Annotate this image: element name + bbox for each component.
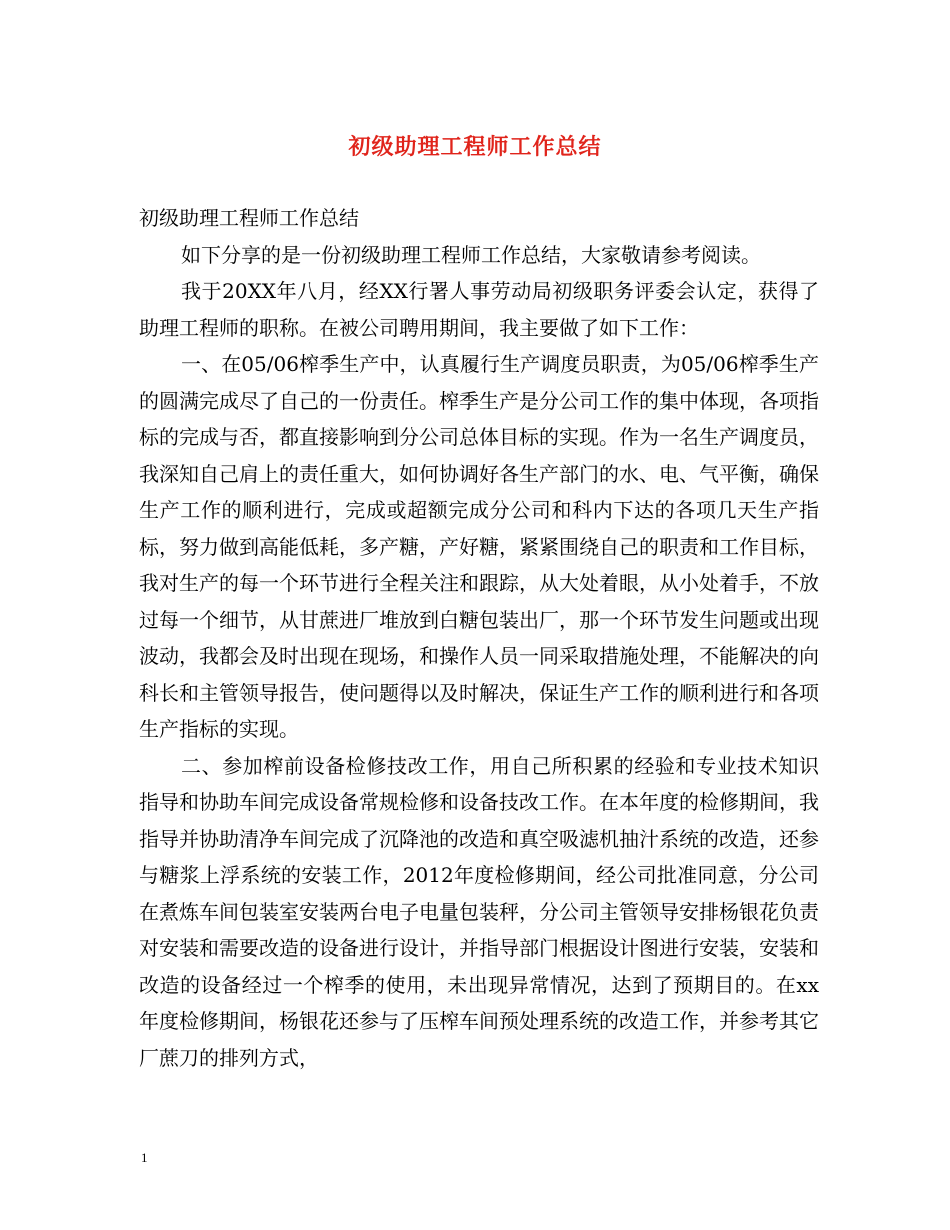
paragraph-work-item-2: 二、参加榨前设备检修技改工作，用自己所积累的经验和专业技术知识指导和协助车间完成设备常规检修和设备技改工作。在本年度的检修期间，我指导并协助清净车间完成了沉降池的改造和真空吸滤机抽汁系统的改造，还参与糖浆上浮系统的安装工作，2012年度检修期间，经公司批准同意，分公司在煮炼车间包装室安装两台电子电量包装秤，分公司主管领导安排杨银花负责对安装和需要改造的设备进行设计，并指导部门根据设计图进行安装，安装和改造的设备经过一个榨季的使用，未出现异常情况，达到了预期目的。在xx年度检修期间，杨银花还参与了压榨车间预处理系统的改造工作，并参考其它厂蔗刀的排列方式， bbox=[139, 753, 819, 1070]
document-body bbox=[139, 200, 819, 1076]
document-title: 初级助理工程师工作总结 bbox=[348, 134, 602, 160]
paragraph-intro: 如下分享的是一份初级助理工程师工作总结，大家敬请参考阅读。 bbox=[181, 242, 761, 267]
document-subtitle: 初级助理工程师工作总结 bbox=[139, 206, 359, 230]
paragraph-work-item-1: 一、在05/06榨季生产中，认真履行生产调度员职责，为05/06榨季生产的圆满完成尽了自己的一份责任。榨季生产是分公司工作的集中体现，各项指标的完成与否，都直接影响到分公司总体目标的实现。作为一名生产调度员，我深知自己肩上的责任重大，如何协调好各生产部门的水、电、气平衡，确保生产工作的顺利进行，完成或超额完成分公司和科内下达的各项几天生产指标，努力做到高能低耗，多产糖，产好糖，紧紧围绕自己的职责和工作目标，我对生产的每一个环节进行全程关注和跟踪，从大处着眼，从小处着手，不放过每一个细节，从甘蔗进厂堆放到白糖包装出厂，那一个环节发生问题或出现波动，我都会及时出现在现场，和操作人员一同采取措施处理，不能解决的向科长和主管领导报告，使问题得以及时解决，保证生产工作的顺利进行和各项生产指标的实现。 bbox=[139, 352, 819, 741]
paragraph-background: 我于20XX年八月，经XX行署人事劳动局初级职务评委会认定，获得了助理工程师的职称。在被公司聘用期间，我主要做了如下工作： bbox=[139, 279, 819, 340]
page-number: 1 bbox=[141, 1150, 148, 1165]
